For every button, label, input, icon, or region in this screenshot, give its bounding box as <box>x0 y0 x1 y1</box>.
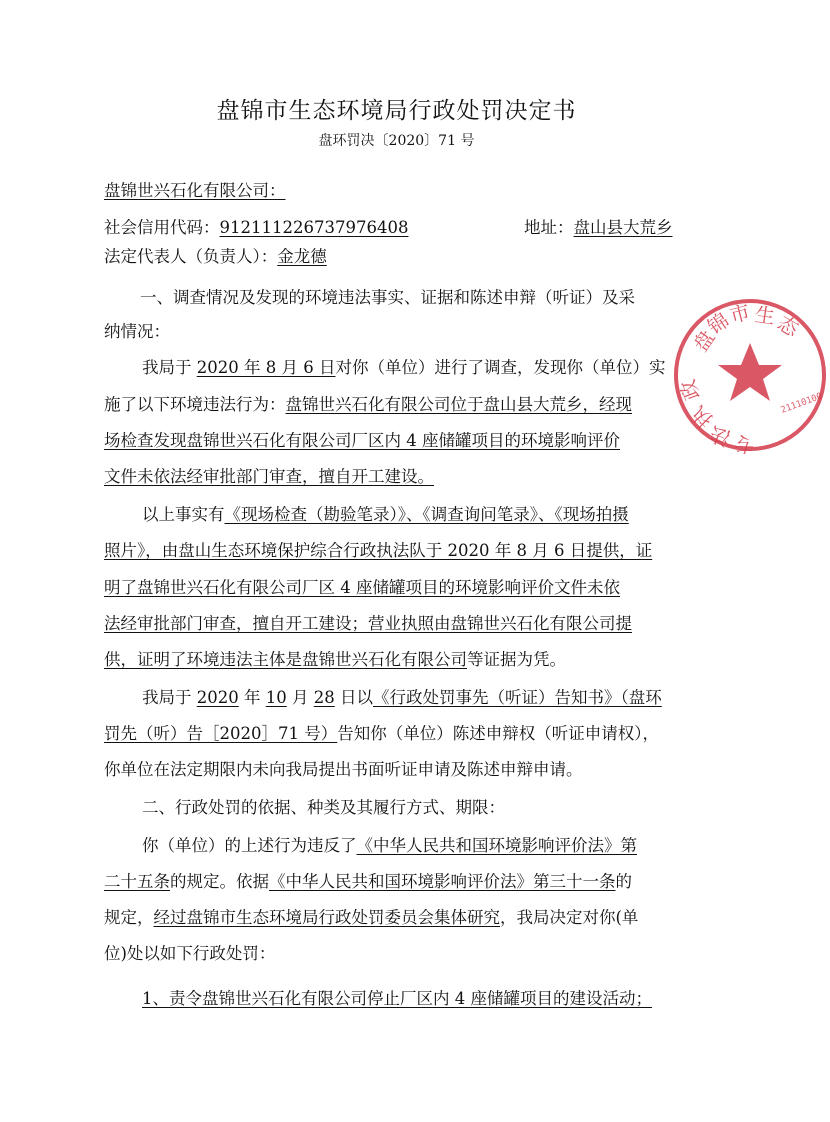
s2-para-line-1 <box>142 835 637 857</box>
text-span: 供，证明了环境违法主体是盘锦世兴石化有限公司 <box>104 650 467 669</box>
notice-number: 罚先（听）告［2020］71 号） <box>104 724 338 743</box>
text-span: 规定， <box>104 908 154 927</box>
notice-month: 10 <box>265 688 287 707</box>
s2-para-line-4: 位)处以如下行政处罚： <box>104 944 276 963</box>
s2-para-line-3 <box>104 907 638 929</box>
text-span: 月 <box>286 688 314 707</box>
notice-year: 2020 <box>196 688 239 707</box>
text-span: 我局于 <box>142 358 197 377</box>
para-3-line-2 <box>104 723 659 745</box>
section-1-heading-cont: 纳情况： <box>104 322 170 341</box>
document-number: 盘环罚决〔2020〕71 号 <box>318 133 475 149</box>
text-span: 施了以下环境违法行为： <box>104 395 286 414</box>
official-seal-stamp <box>670 295 830 455</box>
law-reference: 《中华人民共和国环境影响评价法》第 <box>356 836 637 855</box>
text-span: 你（单位）的上述行为违反了 <box>142 836 357 855</box>
text-span: 年 <box>238 688 266 707</box>
para-1-line-2 <box>104 394 632 416</box>
seal-text-char: 盘 <box>688 325 720 356</box>
text-span: 等证据为凭。 <box>467 650 566 669</box>
seal-text-char: 态 <box>773 310 803 342</box>
text-span: 告知你（单位）陈述申辩权（听证申请权）， <box>337 724 659 743</box>
para-1-line-1 <box>142 357 665 379</box>
para-2-line-2: 照片》，由盘山生态环境保护综合行政执法队于 2020 年 8 月 6 日提供，证 <box>104 541 653 560</box>
law-reference-2: 《中华人民共和国环境影响评价法》第三十一条 <box>269 872 616 891</box>
seal-number: 21110100 <box>779 391 824 416</box>
para-2-line-3: 明了盘锦世兴石化有限公司厂区 4 座储罐项目的环境影响评价文件未依 <box>104 578 620 597</box>
seal-text-char: 法 <box>706 421 734 451</box>
para-2-line-4: 法经审批部门审查，擅自开工建设；营业执照由盘锦世兴石化有限公司提 <box>104 614 632 633</box>
seal-star-icon <box>718 343 782 401</box>
party-name: 盘锦世兴石化有限公司： <box>104 181 286 200</box>
penalty-item-1: 1、责令盘锦世兴石化有限公司停止厂区内 4 座储罐项目的建设活动； <box>142 989 652 1008</box>
para-3-line-3: 你单位在法定期限内未向我局提出书面听证申请及陈述申辩申请。 <box>104 760 583 779</box>
s2-para-line-2 <box>104 871 632 893</box>
text-span: 对你（单位）进行了调查，发现你（单位）实 <box>335 358 666 377</box>
address-label: 地址： <box>524 218 574 237</box>
credit-code-label: 社会信用代码： <box>104 218 220 237</box>
committee-decision: 经过盘锦市生态环境局行政处罚委员会集体研究 <box>153 908 500 927</box>
text-span: 的规定。依据 <box>170 872 269 891</box>
text-span: 以上事实有 <box>142 505 225 524</box>
para-1-line-4: 文件未依法经审批部门审查，擅自开工建设。 <box>104 467 434 486</box>
legal-rep-line <box>104 246 327 268</box>
seal-text-char: 锦 <box>703 307 734 340</box>
legal-rep-value: 金龙德 <box>277 247 327 266</box>
seal-text-char: 执 <box>686 401 718 433</box>
investigation-date: 2020 年 8 月 6 日 <box>196 358 336 377</box>
para-3-line-1 <box>142 687 662 709</box>
violation-text: 盘锦世兴石化有限公司位于盘山县大荒乡，经现 <box>285 395 632 414</box>
credit-code-value: 912111226737976408 <box>219 218 409 237</box>
address-value: 盘山县大荒乡 <box>573 218 673 237</box>
para-2-line-1 <box>142 504 629 526</box>
seal-text-char: 市 <box>727 299 753 328</box>
text-span: ，我局决定对你(单 <box>500 908 639 927</box>
address-line <box>524 217 673 239</box>
section-1-heading: 一、调查情况及发现的环境违法事实、证据和陈述申辩（听证）及采 <box>140 288 635 307</box>
text-span: 的 <box>615 872 632 891</box>
notice-title: 《行政处罚事先（听证）告知书》（盘环 <box>373 688 662 707</box>
para-2-line-5 <box>104 649 566 671</box>
para-1-line-3: 场检查发现盘锦世兴石化有限公司厂区内 4 座储罐项目的环境影响评价 <box>104 431 620 450</box>
document-title: 盘锦市生态环境局行政处罚决定书 <box>216 98 577 124</box>
text-span: 我局于 <box>142 688 197 707</box>
seal-text-char: 专 <box>734 432 754 456</box>
evidence-list: 《现场检查（勘验笔录）》、《调查询问笔录》、《现场拍摄 <box>224 505 629 524</box>
text-span: 日以 <box>334 688 373 707</box>
seal-text-char: 生 <box>753 302 777 329</box>
seal-text-char: 政 <box>675 376 705 404</box>
section-2-heading: 二、行政处罚的依据、种类及其履行方式、期限： <box>142 798 505 817</box>
credit-code-line <box>104 217 408 239</box>
notice-day: 28 <box>313 688 335 707</box>
legal-rep-label: 法定代表人（负责人）： <box>104 247 278 266</box>
law-article: 二十五条 <box>104 872 170 891</box>
